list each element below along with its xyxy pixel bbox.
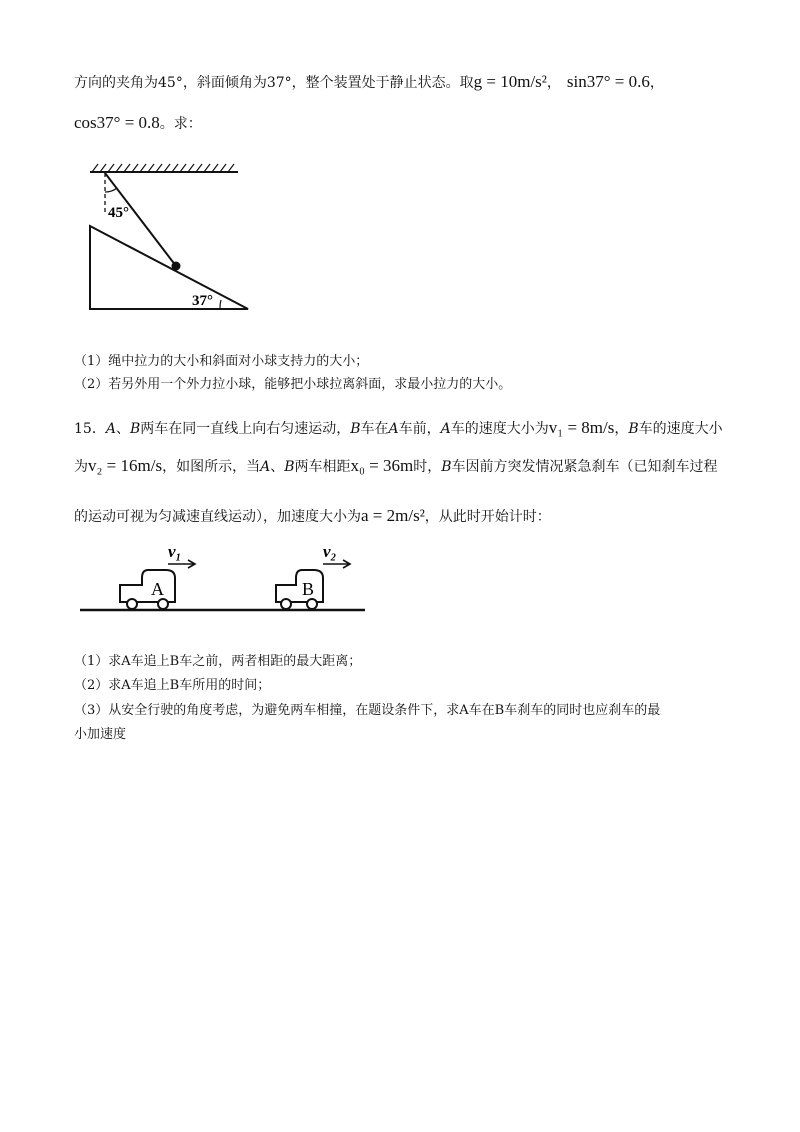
car-b-label: B: [302, 579, 315, 599]
cars-figure: [80, 540, 370, 615]
p15-line-1: [74, 418, 723, 439]
incline-figure: [84, 160, 264, 340]
p15-line-2: [74, 456, 718, 477]
p15-question-1: （1）求A车追上B车之前，两者相距的最大距离；: [74, 654, 362, 669]
sep: ，: [649, 75, 664, 91]
text: A: [388, 421, 399, 437]
p14-line-1: [74, 72, 664, 93]
p14-line-2: [74, 113, 202, 134]
text: A: [440, 421, 451, 437]
p14-line2-text: 。求：: [159, 116, 202, 132]
ceiling-hatch: [92, 164, 234, 172]
x0-formula: x₀ = 36m: [350, 456, 414, 475]
p14-line1-text: 方向的夹角为45°，斜面倾角为37°，整个装置处于静止状态。取: [74, 75, 474, 91]
p14-question-2: （2）若另外用一个外力拉小球，能够把小球拉离斜面，求最小拉力的大小。: [74, 377, 512, 392]
a-formula: a = 2m/s²: [361, 506, 425, 525]
car-a: [120, 570, 175, 609]
slope-angle-label: 37°: [192, 293, 213, 309]
p14-question-1: （1）绳中拉力的大小和斜面对小球支持力的大小；: [74, 354, 369, 369]
rope-angle-arc: [105, 188, 117, 192]
text: 车前，: [398, 421, 441, 437]
text: 车的速度大小为: [450, 421, 549, 437]
text: ，: [614, 421, 629, 437]
slope-angle-arc: [220, 300, 221, 309]
text: A: [105, 421, 116, 437]
p15-number: 15．: [74, 421, 106, 437]
v1-label: v₁: [168, 542, 182, 561]
text: B: [441, 459, 452, 475]
text: A: [260, 459, 271, 475]
text: 两车在同一直线上向右匀速运动，: [140, 421, 351, 437]
text: ，从此时开始计时：: [424, 509, 551, 525]
v1-formula: v₁ = 8m/s: [548, 418, 615, 437]
v2-label: v₂: [323, 542, 337, 561]
text: 为: [74, 459, 88, 475]
car-b: [276, 570, 323, 609]
ball: [172, 262, 181, 271]
text: 车因前方突发情况紧急刹车（已知刹车过程: [451, 459, 718, 475]
g-formula: g = 10m/s²: [473, 72, 547, 91]
p15-line-3: [74, 506, 551, 527]
v2-formula: v₂ = 16m/s: [88, 456, 163, 475]
text: B: [350, 421, 361, 437]
text: 车在: [360, 421, 389, 437]
text: 时，: [413, 459, 442, 475]
text: 两车相距: [294, 459, 351, 475]
text: 的运动可视为匀减速直线运动），加速度大小为: [74, 509, 361, 525]
text: 车的速度大小: [638, 421, 723, 437]
sin-formula: sin37° = 0.6: [566, 72, 650, 91]
cos-formula: cos37° = 0.8: [74, 113, 160, 132]
rope-angle-label: 45°: [108, 205, 129, 221]
text: B: [628, 421, 639, 437]
p15-question-2: （2）求A车追上B车所用的时间；: [74, 678, 271, 693]
incline-block: [90, 226, 248, 309]
text: ，如图所示，当: [162, 459, 261, 475]
text: 、: [270, 459, 285, 475]
sep: ，: [546, 75, 561, 91]
p15-question-3-line-2: 小加速度: [74, 727, 127, 742]
text: 、: [115, 421, 130, 437]
text: B: [129, 421, 141, 437]
p15-question-3-line-1: （3）从安全行驶的角度考虑，为避免两车相撞，在题设条件下，求A车在B车刹车的同时也应刹车的最: [74, 703, 661, 718]
text: B: [284, 459, 295, 475]
car-a-label: A: [151, 579, 164, 599]
